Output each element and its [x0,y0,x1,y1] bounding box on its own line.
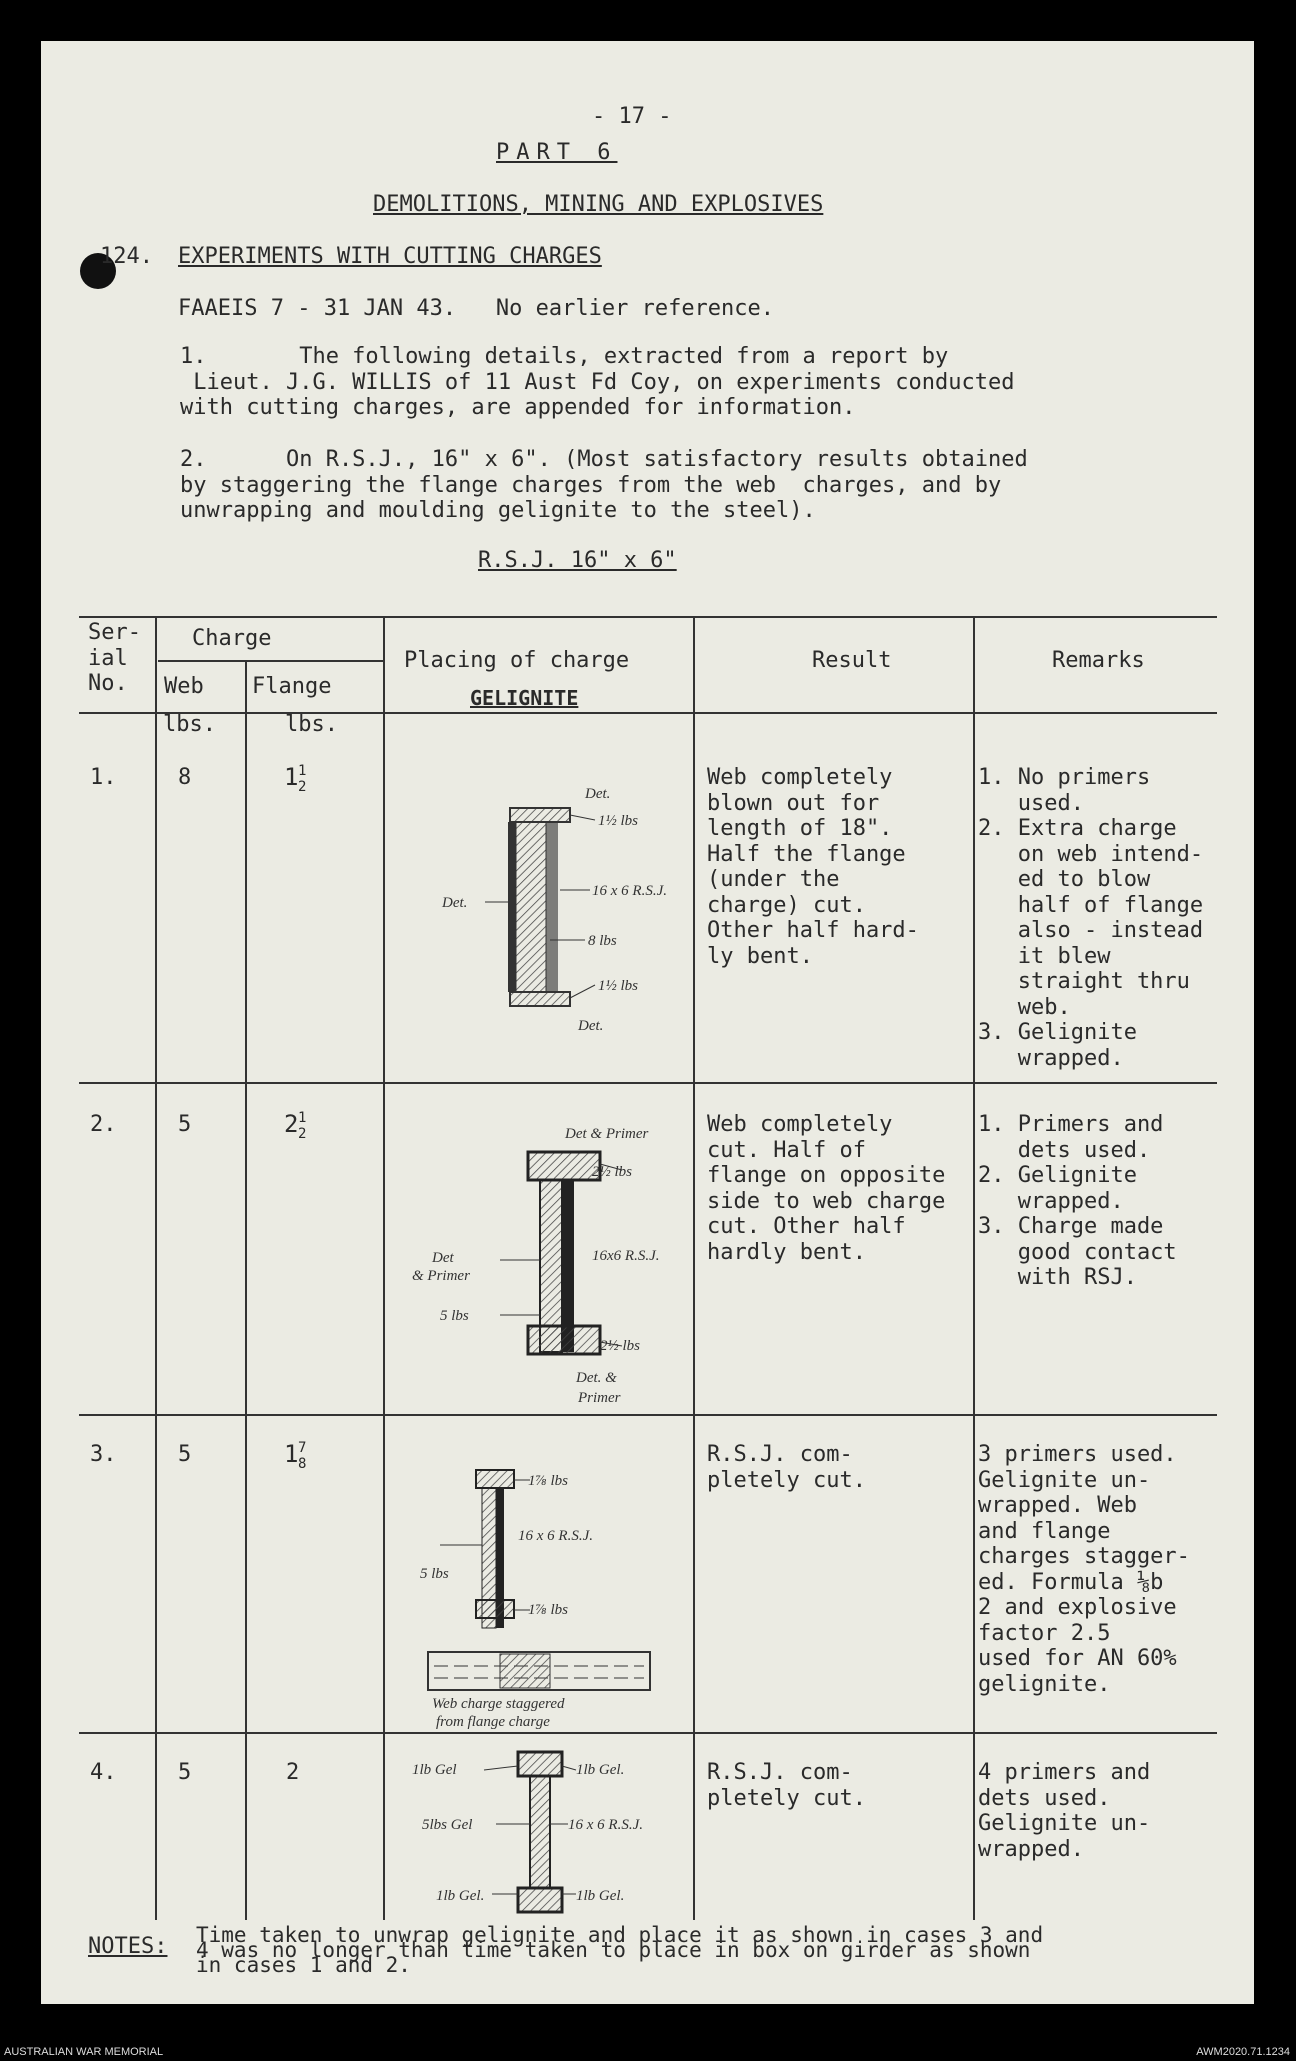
footer-right: AWM2020.71.1234 [1196,2046,1290,2058]
sketch2-top-det: Det & Primer [565,1126,649,1142]
row4-serial: 4. [90,1760,117,1785]
header-remarks: Remarks [1052,648,1145,673]
sketch4-tr: 1lb Gel. [576,1762,625,1778]
row3-web: 5 [178,1442,192,1467]
part-heading: PART 6 [496,140,618,165]
header-flange: Flange [252,674,332,699]
header-placing-sub: GELIGNITE [470,686,579,710]
sketch4-web: 5lbs Gel [422,1817,473,1833]
row3-result: R.S.J. com- pletely cut. [707,1442,866,1493]
row2-remarks: 1. Primers and dets used. 2. Gelignite wrapped. 3. Charge made good contact with RSJ. [978,1112,1177,1290]
row4-flange: 2 [286,1760,300,1785]
item-number: 124. [100,244,153,269]
sketch4-bl: 1lb Gel. [436,1888,485,1904]
sketch4-tl: 1lb Gel [412,1762,457,1778]
sketch4-br: 1lb Gel. [576,1888,625,1904]
header-placing: Placing of charge [404,648,630,673]
unit-web: lbs. [163,712,216,737]
row2-serial: 2. [90,1112,117,1137]
footer-left: AUSTRALIAN WAR MEMORIAL [4,2046,164,2058]
notes-text: Time taken to unwrap gelignite and place it as shown in cases 3 and 4 was no longer than time taken to place in box on girder as shown in cases 1 and 2. [196,1923,1044,1977]
paragraph-2: 2. On R.S.J., 16" x 6". (Most satisfactory results obtained by staggering the flange charges from the web charges, and by unwrapping and moulding gelignite to the steel). [180,447,1028,523]
row3-flange: 1 7 8 [284,1440,307,1472]
header-web: Web [164,674,204,699]
sketch1-web-charge: 8 lbs [588,933,617,949]
sketch2-side-det2: & Primer [412,1268,470,1284]
sketch2-beam: 16x6 R.S.J. [592,1248,660,1264]
row3-remarks: 3 primers used. Gelignite un- wrapped. Web and flange charges stagger- ed. Formula ⅛b 2 and explosive factor 2.5 used for AN 60% gelignite. [978,1442,1190,1697]
row1-flange: 1 1 2 [284,763,307,795]
sketch3-caption2: from flange charge [436,1714,550,1730]
table-title: R.S.J. 16" x 6" [478,548,677,573]
sketch3-beam: 16 x 6 R.S.J. [518,1528,593,1544]
section-title: DEMOLITIONS, MINING AND EXPLOSIVES [373,192,824,217]
sketch2-bottom-charge: 2½ lbs [600,1338,641,1354]
sketch1-bottom-charge: 1½ lbs [598,978,639,994]
row1-result: Web completely blown out for length of 18". Half the flange (under the charge) cut. Other half hard- ly bent. [707,765,919,969]
sketch3-top-charge: 1⅞ lbs [528,1473,569,1489]
beam-sketch-1 [420,780,690,1040]
item-title: EXPERIMENTS WITH CUTTING CHARGES [178,244,602,269]
sketch2-top-charge: 2½ lbs [592,1164,633,1180]
sketch3-bottom-charge: 1⅞ lbs [528,1602,569,1618]
sketch1-bottom-det: Det. [578,1018,604,1034]
sketch2-side-det: Det [432,1250,454,1266]
header-result: Result [812,648,892,673]
sketch1-side-det: Det. [442,895,468,911]
notes-label: NOTES: [88,1934,168,1959]
sketch4-beam: 16 x 6 R.S.J. [568,1817,643,1833]
beam-sketch-2 [400,1120,690,1410]
sketch3-caption: Web charge staggered [432,1696,565,1712]
row2-flange: 2 1 2 [284,1110,307,1142]
sketch2-bottom-det2: Primer [578,1390,621,1406]
beam-sketch-3 [420,1430,690,1730]
row1-remarks: 1. No primers used. 2. Extra charge on web intend- ed to blow half of flange also - instead it blew straight thru web. 3. Gelignite wrapped. [978,765,1204,1071]
sketch2-bottom-det: Det. & [576,1370,617,1386]
sketch2-web-charge: 5 lbs [440,1308,469,1324]
header-serial: Ser- ial No. [88,620,141,696]
row4-result: R.S.J. com- pletely cut. [707,1760,866,1811]
beam-sketch-4 [400,1744,690,1920]
sketch1-beam: 16 x 6 R.S.J. [592,883,667,899]
row2-web: 5 [178,1112,192,1137]
row4-remarks: 4 primers and dets used. Gelignite un- wrapped. [978,1760,1151,1862]
header-charge: Charge [192,626,272,651]
sketch1-top-charge: 1½ lbs [598,813,639,829]
row2-result: Web completely cut. Half of flange on opposite side to web charge cut. Other half hardly bent. [707,1112,946,1265]
paragraph-1: 1. The following details, extracted from a report by Lieut. J.G. WILLIS of 11 Aust Fd Coy, on experiments conducted with cutting charges, are appended for information. [180,344,1015,420]
row1-serial: 1. [90,765,117,790]
row3-serial: 3. [90,1442,117,1467]
sketch1-top-det: Det. [585,786,611,802]
sketch3-web-charge: 5 lbs [420,1566,449,1582]
row4-web: 5 [178,1760,192,1785]
reference-line: FAAEIS 7 - 31 JAN 43. No earlier reference. [178,296,775,321]
page-number: - 17 - [592,104,672,129]
row1-web: 8 [178,765,192,790]
unit-flange: lbs. [285,712,338,737]
